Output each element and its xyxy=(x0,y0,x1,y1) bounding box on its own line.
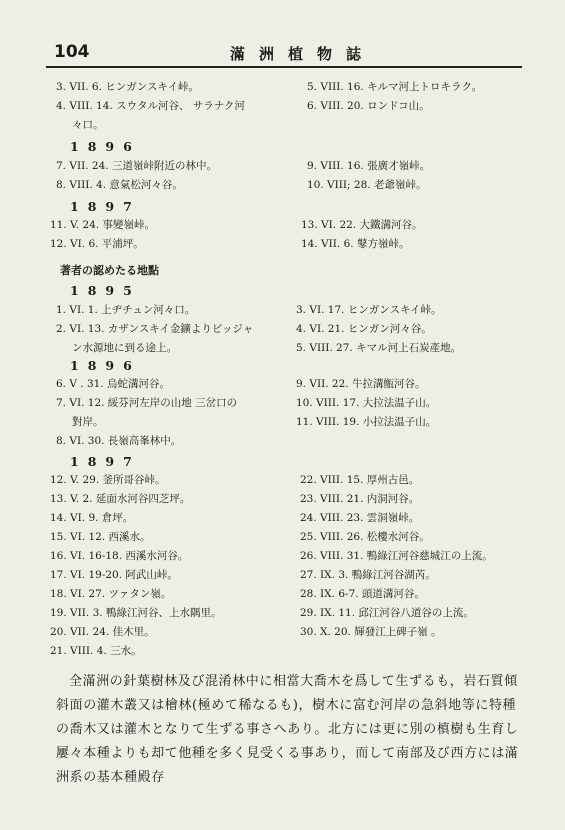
list-item: 4. VI. 21. ヒンガン河々谷。 xyxy=(296,323,432,335)
list-item: 6. V . 31. 烏蛇溝河谷。 xyxy=(56,378,170,390)
list-item: 26. VIII. 31. 鴨綠江河谷慈城江の上流。 xyxy=(300,550,493,562)
list-item: 々口。 xyxy=(72,119,104,131)
list-item: 2. VI. 13. カザンスキイ金鑛よりビッジャ xyxy=(56,323,254,335)
list-item: 23. VIII. 21. 内洞河谷。 xyxy=(300,493,420,505)
list-item: 14. VI. 9. 倉坪。 xyxy=(50,512,134,524)
year-heading: 1895 xyxy=(70,283,141,298)
list-item: 21. VIII. 4. 三水。 xyxy=(50,645,142,657)
list-item: 7. VI. 12. 綏芬河左岸の山地 三岔口の xyxy=(56,397,238,409)
list-item: 12. V. 29. 釜所哥谷峠。 xyxy=(50,474,166,486)
list-item: 8. VIII. 4. 意氣松河々谷。 xyxy=(56,179,183,191)
list-item: 22. VIII. 15. 厚州古邑。 xyxy=(300,474,420,486)
list-item: 19. VII. 3. 鴨綠江河谷、上水隅里。 xyxy=(50,607,222,619)
list-item: 9. VII. 22. 牛拉溝甑河谷。 xyxy=(296,378,426,390)
list-item: 5. VIII. 16. キルマ河上トロキラク。 xyxy=(307,81,483,93)
list-item: 10. VIII. 17. 大拉法温子山。 xyxy=(296,397,437,409)
list-item: 3. VI. 17. ヒンガンスキイ峠。 xyxy=(296,304,442,316)
page-number: 104 xyxy=(54,42,90,62)
year-heading: 1897 xyxy=(70,199,141,214)
list-item: 29. IX. 11. 邱江河谷八道谷の上流。 xyxy=(300,607,474,619)
list-item: 7. VII. 24. 三道嶺峠附近の林中。 xyxy=(56,160,217,172)
list-item: 18. VI. 27. ツァタン嶺。 xyxy=(50,588,172,600)
list-item: 28. IX. 6-7. 頭道溝河谷。 xyxy=(300,588,425,600)
list-item: 24. VIII. 23. 雲洞嶺峠。 xyxy=(300,512,420,524)
list-item: 13. VI. 22. 大鐵溝河谷。 xyxy=(301,219,423,231)
year-heading: 1896 xyxy=(70,358,141,373)
list-item: 17. VI. 19-20. 阿武山峠。 xyxy=(50,569,178,581)
list-item: 1. VI. 1. 上ヂチュン河々口。 xyxy=(56,304,196,316)
list-item: 11. VIII. 19. 小拉法温子山。 xyxy=(296,416,437,428)
list-item: 12. VI. 6. 平浦坪。 xyxy=(50,238,144,250)
list-item: 11. V. 24. 事變嶺峠。 xyxy=(50,219,155,231)
list-item: 對岸。 xyxy=(72,416,104,428)
list-item: 8. VI. 30. 長嶺高峯林中。 xyxy=(56,435,182,447)
list-item: 16. VI. 16-18. 西溪水河谷。 xyxy=(50,550,189,562)
list-item: 4. VIII. 14. スウタル河谷、 サラナク河 xyxy=(56,100,245,112)
body-paragraph xyxy=(56,670,522,790)
book-title: 滿洲植物誌 xyxy=(230,45,376,63)
list-item: 13. V. 2. 延面水河谷四芝坪。 xyxy=(50,493,191,505)
year-heading: 1897 xyxy=(70,454,141,469)
list-item: 20. VII. 24. 佳木里。 xyxy=(50,626,155,638)
header-rule xyxy=(46,66,522,68)
list-item: 10. VIII; 28. 老爺嶺峠。 xyxy=(307,179,427,191)
year-heading: 1896 xyxy=(70,139,141,154)
list-item: 14. VII. 6. 鼕方嶺峠。 xyxy=(301,238,410,250)
list-item: 9. VIII. 16. 張廣才嶺峠。 xyxy=(307,160,431,172)
list-item: 30. X. 20. 輝發江上碑子嶺 。 xyxy=(300,626,442,638)
list-item: 27. IX. 3. 鴨綠江河谷湖芮。 xyxy=(300,569,436,581)
list-item: 15. VI. 12. 西溪水。 xyxy=(50,531,151,543)
list-item: 6. VIII. 20. ロンドコ山。 xyxy=(307,100,430,112)
list-item: 25. VIII. 26. 松樓水河谷。 xyxy=(300,531,430,543)
list-item: 3. VII. 6. ヒンガンスキイ峠。 xyxy=(56,81,200,93)
section-heading: 著者の認めたる地點 xyxy=(60,264,159,277)
list-item: ン水源地に到る途上。 xyxy=(72,342,177,354)
running-header xyxy=(50,40,520,66)
paragraph-text: 全滿洲の針葉樹林及び混淆林中に相當大喬木を爲して生ずるも，岩石質傾斜面の灌木叢又は檜林(極めて稀なるも)，樹木に富む河岸の急斜地等に特種の喬木又は灌木となりて生ずる事さへあり。北方には更に別の槙樹も生育し屢々本種よりも却て他種を多く見受くる事あり，而して南部及び西方には滿洲系の基本種殿存 xyxy=(56,674,519,785)
list-item: 5. VIII. 27. キマル河上石炭產地。 xyxy=(296,342,462,354)
